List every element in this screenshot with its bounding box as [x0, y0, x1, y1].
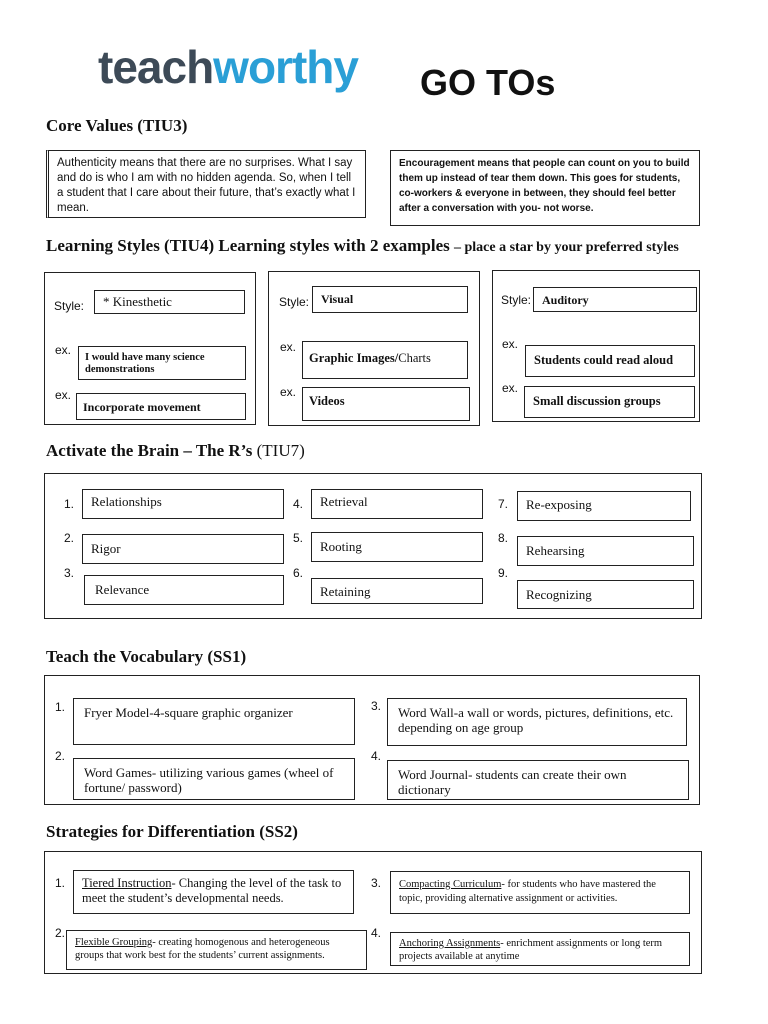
- activate-brain-heading-a: Activate the Brain –: [46, 441, 196, 460]
- strategy-text: [391, 872, 689, 912]
- authenticity-text: Authenticity means that there are no surprises. What I say and do is who I am with no hidden agenda. So, when I tell a student that I care about their future, that’s exactly what I mean.: [57, 157, 356, 214]
- example-text: Students could read aloud: [534, 353, 674, 367]
- strategy-term: Flexible Grouping: [75, 937, 153, 948]
- vocab-field[interactable]: Fryer Model-4-square graphic organizer: [73, 698, 355, 745]
- strategy-field[interactable]: [390, 871, 690, 914]
- example-text: Small discussion groups: [533, 394, 661, 408]
- activate-brain-heading: [46, 441, 305, 461]
- r-field[interactable]: Rooting: [311, 532, 483, 562]
- strategy-text: [67, 931, 366, 967]
- r-field[interactable]: Retrieval: [311, 489, 483, 519]
- r-field[interactable]: Relationships: [82, 489, 284, 519]
- r-field[interactable]: Rigor: [82, 534, 284, 564]
- style-label: Style:: [54, 299, 85, 313]
- strategy-text: [391, 933, 689, 967]
- r-field[interactable]: Relevance: [84, 575, 284, 605]
- style-field-kinesthetic[interactable]: * Kinesthetic: [94, 290, 245, 314]
- r-number: 2.: [64, 531, 75, 545]
- strategy-term: Tiered Instruction: [82, 876, 172, 890]
- learning-styles-heading: [46, 236, 679, 256]
- strategy-field[interactable]: [390, 932, 690, 966]
- strategy-desc: - creating homogenous and heterogeneous groups that work best for the students’ current assignments.: [75, 937, 330, 961]
- authenticity-box: [46, 150, 366, 218]
- example-text: Videos: [309, 394, 345, 408]
- style-field-visual[interactable]: [312, 286, 468, 313]
- strategy-field[interactable]: [73, 870, 354, 914]
- encouragement-text: Encouragement means that people can count on you to build them up instead of tear them down. This goes for students, co-workers & everyone in between, they should feel better after a conversation with you- not worse.: [399, 158, 690, 214]
- ex-label: ex.: [55, 388, 72, 402]
- r-number: 5.: [293, 531, 304, 545]
- logo-teach: teach: [98, 41, 214, 93]
- r-number: 4.: [293, 497, 304, 511]
- ex-label: ex.: [280, 385, 297, 399]
- logo: [98, 40, 358, 94]
- r-number: 9.: [498, 566, 509, 580]
- r-number: 6.: [293, 566, 304, 580]
- vocab-number: 3.: [371, 699, 382, 713]
- r-field[interactable]: Retaining: [311, 578, 483, 604]
- strategy-desc: - Changing the level of the task to meet the student’s developmental needs.: [82, 876, 342, 905]
- differentiation-heading: Strategies for Differentiation (SS2): [46, 822, 298, 841]
- strategy-number: 1.: [55, 876, 66, 890]
- r-number: 8.: [498, 531, 509, 545]
- style-label: Style:: [501, 293, 532, 307]
- example-text: Incorporate movement: [83, 400, 201, 414]
- vocab-number: 4.: [371, 749, 382, 763]
- r-number: 1.: [64, 497, 75, 511]
- ex-label: ex.: [502, 381, 519, 395]
- logo-worthy: worthy: [213, 41, 358, 93]
- strategy-term: Compacting Curriculum: [399, 879, 502, 890]
- core-values-heading: Core Values (TIU3): [46, 116, 188, 135]
- example-field[interactable]: [302, 341, 468, 379]
- strategy-number: 4.: [371, 926, 382, 940]
- strategy-desc: - enrichment assignments or long term projects available at anytime: [399, 938, 663, 962]
- example-text-bold: Graphic Images/: [309, 351, 399, 365]
- example-text-rest: Charts: [398, 351, 431, 365]
- ex-label: ex.: [502, 337, 519, 351]
- r-number: 7.: [498, 497, 509, 511]
- example-text: I would have many science demonstrations: [85, 352, 205, 375]
- style-text: Auditory: [542, 293, 589, 307]
- strategy-field[interactable]: [66, 930, 367, 970]
- example-field[interactable]: [76, 393, 246, 420]
- vocabulary-heading: Teach the Vocabulary (SS1): [46, 647, 247, 666]
- learning-styles-subtitle: – place a star by your preferred styles: [454, 240, 679, 255]
- style-field-auditory[interactable]: [533, 287, 697, 312]
- example-text: [303, 342, 467, 375]
- vocab-field[interactable]: Word Games- utilizing various games (wheel of fortune/ password): [73, 758, 355, 800]
- style-label: Style:: [279, 295, 310, 309]
- style-text: Visual: [321, 292, 354, 306]
- example-field[interactable]: [524, 386, 695, 418]
- strategy-text: [74, 871, 353, 911]
- activate-brain-heading-c: (TIU7): [252, 441, 305, 460]
- r-field[interactable]: Recognizing: [517, 580, 694, 609]
- example-field[interactable]: [78, 346, 246, 380]
- page-title: GO TOs: [420, 62, 556, 103]
- ex-label: ex.: [55, 343, 72, 357]
- r-field[interactable]: Rehearsing: [517, 536, 694, 566]
- vocab-number: 2.: [55, 749, 66, 763]
- strategy-term: Anchoring Assignments: [399, 938, 501, 949]
- vocab-number: 1.: [55, 700, 66, 714]
- r-number: 3.: [64, 566, 75, 580]
- learning-styles-title: Learning Styles (TIU4) Learning styles with 2 examples: [46, 236, 450, 255]
- example-field[interactable]: [302, 387, 470, 421]
- strategy-desc: - for students who have mastered the topic, providing alternative assignment or activities.: [399, 879, 656, 904]
- r-field[interactable]: Re-exposing: [517, 491, 691, 521]
- encouragement-box: [390, 150, 700, 226]
- strategy-number: 3.: [371, 876, 382, 890]
- ex-label: ex.: [280, 340, 297, 354]
- strategy-number: 2.: [55, 926, 66, 940]
- vocab-field[interactable]: Word Wall-a wall or words, pictures, definitions, etc. depending on age group: [387, 698, 687, 746]
- vocab-field[interactable]: Word Journal- students can create their own dictionary: [387, 760, 689, 800]
- example-field[interactable]: [525, 345, 695, 377]
- activate-brain-heading-b: The R’s: [195, 441, 253, 460]
